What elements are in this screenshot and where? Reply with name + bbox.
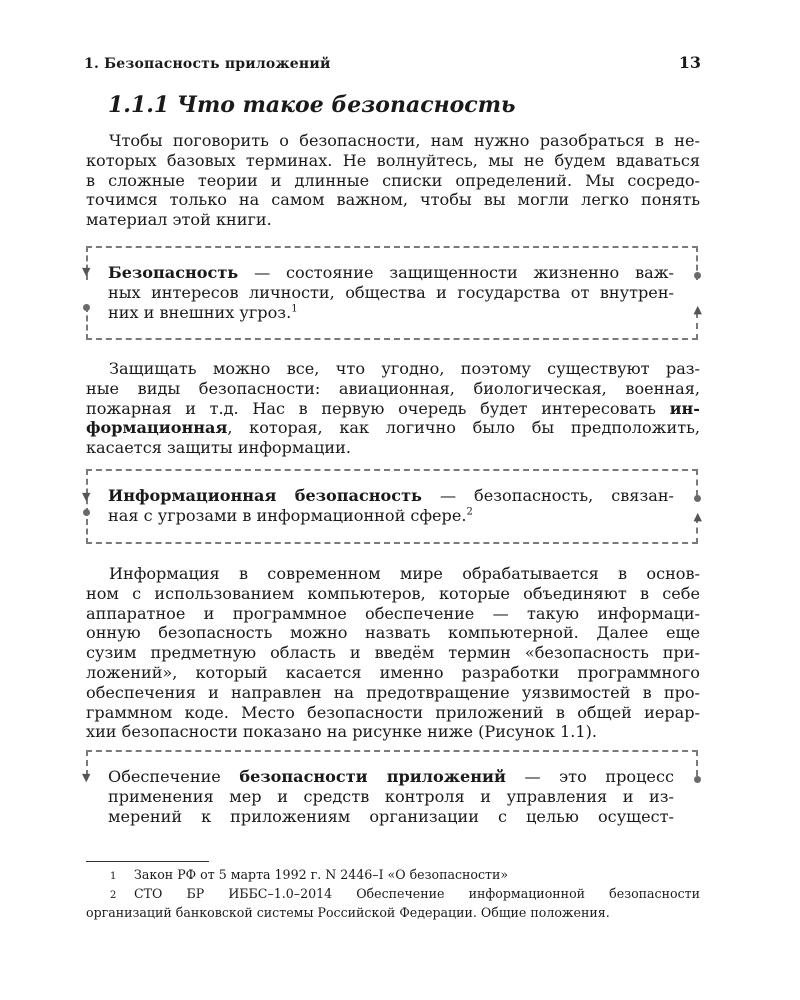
arrow-down-icon: ▼: [82, 265, 91, 278]
paragraph-line: Чтобы поговорить о безопасности, нам нужно разобраться в не-: [109, 131, 700, 150]
paragraph-line: хии безопасности показано на рисунке ниже (Рисунок 1.1).: [86, 722, 597, 742]
footnote: [86, 885, 700, 904]
paragraph-line: обеспечения и направлен на предотвращение уязвимостей в про-: [86, 682, 700, 702]
footnote-continuation: организаций банковской системы Российской Федерации. Общие положения.: [86, 905, 610, 920]
definition-line-rest: — безопасность, связан-: [422, 486, 674, 505]
definition-line: применения мер и средств контроля и управления и из-: [108, 786, 674, 806]
definition-line-rest: — состояние защищенности жизненно важ-: [238, 263, 674, 282]
definition-term: Информационная безопасность: [108, 486, 422, 505]
definition-term: Безопасность: [108, 263, 239, 282]
paragraph-line: сузим предметную область и введём термин «безопасность при-: [86, 643, 700, 663]
paragraph-line: материал этой книги.: [86, 210, 272, 230]
dashed-side-left-lower: [86, 519, 88, 544]
paragraph-line: в сложные теории и длинные списки определений. Мы сосредо-: [86, 170, 700, 190]
running-title: 1. Безопасность приложений: [84, 56, 331, 72]
paragraph-line: онную безопасность можно назвать компьютерной. Далее еще: [86, 623, 700, 643]
definition-line: [108, 263, 674, 283]
footnote-number: 2: [110, 890, 117, 901]
definition-line: ных интересов личности, общества и государства от внутрен-: [108, 282, 674, 302]
definition-term: безопасности приложений: [239, 767, 506, 786]
footnote-text: СТО БР ИББС–1.0–2014 Обеспечение информационной безопасности: [134, 886, 700, 901]
paragraph-line: касается защиты информации.: [86, 438, 351, 458]
definition-line-text: Обеспечение: [108, 767, 240, 786]
definition-text: [108, 486, 674, 526]
paragraph-text: , которая, как логично было бы предположить,: [227, 418, 700, 438]
page-number: 13: [678, 53, 701, 72]
paragraph-line: [86, 399, 700, 419]
arrow-down-icon: ▼: [82, 490, 91, 503]
paragraph-text: пожарная и т.д. Нас в первую очередь будет интересовать: [86, 398, 670, 418]
footnote: [86, 866, 700, 885]
definition-line-rest: — это процесс: [505, 767, 674, 786]
section-heading: 1.1.1 Что такое безопасность: [108, 92, 516, 118]
paragraph-line: граммном коде. Место безопасности приложений в общей иерар-: [86, 702, 700, 722]
arrow-up-icon: ▲: [693, 303, 702, 316]
emphasis-text: формационная: [86, 418, 228, 438]
dot-icon: [83, 509, 90, 516]
paragraph-intro: [86, 131, 700, 230]
dot-icon: [694, 272, 701, 279]
footnote-ref: 2: [466, 506, 473, 518]
arrow-up-icon: ▲: [693, 510, 702, 523]
definition-line: [108, 767, 674, 787]
definition-line: [108, 303, 674, 323]
arrow-down-icon: ▼: [82, 771, 91, 784]
dashed-side-left-lower: [86, 306, 88, 340]
emphasis-text: ин-: [669, 398, 700, 418]
footnote-number: 1: [110, 871, 117, 882]
definition-box-appsec: [82, 750, 698, 860]
footnotes: [86, 866, 700, 921]
paragraph-line: точимся только на самом важном, чтобы вы могли легко понять: [86, 190, 700, 210]
footnote-rule: [86, 861, 209, 862]
dot-icon: [694, 776, 701, 783]
dashed-side-right: [696, 750, 698, 776]
paragraph-line: ложений», который касается именно разработки программного: [86, 662, 700, 682]
definition-line: [108, 486, 674, 506]
dashed-side-right: [696, 469, 698, 496]
paragraph-line: Информация в современном мире обрабатывается в основ-: [109, 564, 700, 583]
definition-line-text: ная с угрозами в информационной сфере.: [108, 505, 467, 525]
paragraph-line: [86, 418, 700, 438]
dashed-side-right-lower: [696, 312, 698, 340]
paragraph-security-types: [86, 359, 700, 458]
definition-line-text: них и внешних угроз.: [108, 302, 292, 322]
dot-icon: [694, 495, 701, 502]
paragraph-line: Защищать можно все, что угодно, поэтому существуют раз-: [109, 359, 700, 378]
definition-line: [108, 506, 674, 526]
paragraph-line: ном с использованием компьютеров, которые объединяют в себе: [86, 583, 700, 603]
definition-line: мерений к приложениям организации с целью осущест-: [108, 806, 674, 826]
running-head: [84, 53, 701, 72]
paragraph-line: ные виды безопасности: авиационная, биологическая, военная,: [86, 378, 700, 398]
footnote-ref: 1: [291, 303, 298, 315]
footnote-text: Закон РФ от 5 марта 1992 г. N 2446–I «О безопасности»: [134, 867, 509, 882]
definition-box-infosec: [82, 469, 702, 544]
definition-box-security: [82, 246, 702, 340]
paragraph-line: аппаратное и программное обеспечение — такую информаци-: [86, 603, 700, 623]
dot-icon: [83, 304, 90, 311]
paragraph-app-security: [86, 564, 700, 742]
definition-text: [108, 767, 674, 826]
definition-text: [108, 263, 674, 322]
paragraph-line: которых базовых терминах. Не волнуйтесь, мы не будем вдаваться: [86, 150, 700, 170]
